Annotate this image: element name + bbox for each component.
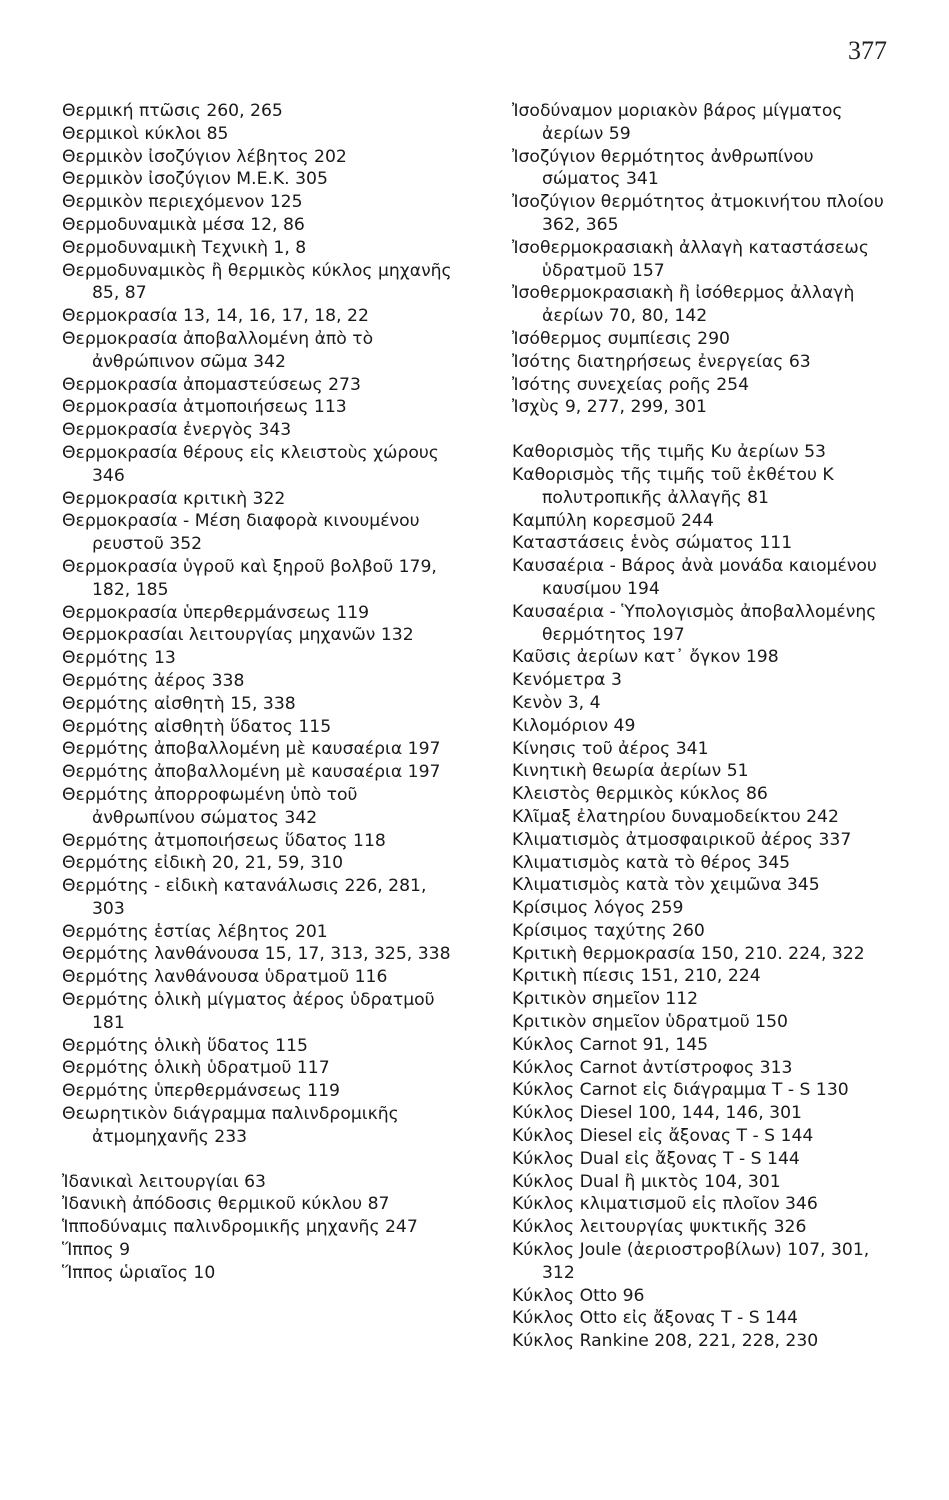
index-entry: Κύκλος Otto 96 [512,1285,645,1306]
page-number: 377 [848,36,887,65]
index-entry: Θερμοκρασία - Μέση διαφορὰ κινουμένου ρευστοῦ 352 [62,511,420,555]
index-entry: Θερμότης ἀτμοποιήσεως ὕδατος 118 [62,830,386,851]
index-entry: Θερμότης εἰδικὴ 20, 21, 59, 310 [62,853,344,874]
index-entry: Κλιματισμὸς ἀτμοσφαιρικοῦ ἀέρος 337 [512,829,852,850]
index-column-right [512,100,897,1353]
index-entry: Κύκλος Otto εἰς ἄξονας T - S 144 [512,1308,798,1329]
index-entry: Θερμικὸν ἰσοζύγιον λέβητος 202 [62,146,347,167]
index-entry: Θερμικὸν ἰσοζύγιον Μ.Ε.Κ. 305 [62,169,328,190]
index-entry: Κιλομόριον 49 [512,715,636,736]
index-entry: Κλῖμαξ ἐλατηρίου δυναμοδείκτου 242 [512,806,839,827]
index-entry: Καυσαέρια - Βάρος ἀνὰ μονάδα καιομένου καυσίμου 194 [512,556,877,599]
index-entry: Ἰδανικὴ ἀπόδοσις θερμικοῦ κύκλου 87 [62,1194,390,1215]
index-entry: Καμπύλη κορεσμοῦ 244 [512,510,714,531]
index-entry: Κίνησις τοῦ ἀέρος 341 [512,738,709,759]
index-entry: Θερμότης αἰσθητὴ 15, 338 [62,693,296,714]
index-entry: Θερμότης λανθάνουσα 15, 17, 313, 325, 338 [62,944,451,965]
index-entry: Κύκλος λειτουργίας ψυκτικῆς 326 [512,1217,807,1238]
index-entry: Κενὸν 3, 4 [512,692,601,713]
index-entry: Κλιματισμὸς κατὰ τὸ θέρος 345 [512,852,791,873]
index-entry: Θερμότης ὁλικὴ ὑδρατμοῦ 117 [62,1058,330,1079]
index-entry: Καθορισμὸς τῆς τιμῆς τοῦ ἐκθέτου Κ πολυτροπικῆς ἀλλαγῆς 81 [512,464,834,508]
index-entry: Κύκλος Rankine 208, 221, 228, 230 [512,1331,819,1352]
index-entry: Ἰσοζύγιον θερμότητος ἀτμοκινήτου πλοίου 362, 365 [512,192,884,235]
index-entry: Ἰσότης συνεχείας ροῆς 254 [512,374,750,395]
index-entry: Θερμότης ἀποβαλλομένη μὲ καυσαέρια 197 [62,739,441,760]
index-entry: Κλιματισμὸς κατὰ τὸν χειμῶνα 345 [512,875,820,896]
index-entry: Θερμοδυναμικὴ Τεχνικὴ 1, 8 [62,237,307,258]
index-entry: Ἰσόθερμος συμπίεσις 290 [512,328,730,349]
index-entry: Ἵππος ὡριαῖος 10 [62,1262,216,1283]
index-entry: Θερμότης ἀπορροφωμένη ὑπὸ τοῦ ἀνθρωπίνου σώματος 342 [62,784,358,828]
index-column-left [62,100,462,1285]
index-entry: Θερμότης ἀποβαλλομένη μὲ καυσαέρια 197 [62,762,441,783]
index-entry: Θερμοκρασία ἀτμοποιήσεως 113 [62,397,347,418]
index-entry: Καταστάσεις ἑνὸς σώματος 111 [512,533,793,554]
index-entry: Ἰσοθερμοκρασιακὴ ἢ ἰσόθερμος ἀλλαγὴ ἀερίων 70, 80, 142 [512,283,855,327]
index-entry: Κύκλος Diesel εἰς ἄξονας T - S 144 [512,1126,814,1147]
index-entry: Θερμότης ὁλικὴ ὕδατος 115 [62,1035,308,1056]
index-entry: Θερμοκρασία ἐνεργὸς 343 [62,420,292,441]
index-entry: Κύκλος Carnot ἀντίστροφος 313 [512,1057,793,1078]
index-entry: Θερμότης ὑπερθερμάνσεως 119 [62,1081,340,1102]
index-entry: Κενόμετρα 3 [512,670,622,691]
index-entry: Ἰσχὺς 9, 277, 299, 301 [512,397,707,418]
index-entry: Θερμότης ἑστίας λέβητος 201 [62,921,328,942]
index-entry: Κύκλος Joule (ἀεριοστροβίλων) 107, 301, 312 [512,1240,870,1283]
index-entry: Θερμικὸν περιεχόμενον 125 [62,192,303,213]
index-entry: Καυσαέρια - Ὑπολογισμὸς ἀποβαλλομένης θερμότητος 197 [512,601,877,645]
index-entry: Θερμοκρασίαι λειτουργίας μηχανῶν 132 [62,625,414,646]
index-entry: Κριτικὸν σημεῖον ὑδρατμοῦ 150 [512,1012,788,1033]
index-entry: Κρίσιμος λόγος 259 [512,898,684,919]
index-entry: Κριτικὴ θερμοκρασία 150, 210. 224, 322 [512,943,865,964]
index-entry: Θερμότης ὁλικὴ μίγματος ἀέρος ὑδρατμοῦ 181 [62,990,435,1033]
index-entry: Ἰσοζύγιον θερμότητος ἀνθρωπίνου σώματος 341 [512,146,814,190]
index-entry: Θερμοκρασία ὑπερθερμάνσεως 119 [62,602,370,623]
index-entry: Θερμότης - εἰδικὴ κατανάλωσις 226, 281, 303 [62,876,427,919]
index-entry: Θερμική πτῶσις 260, 265 [62,101,283,121]
index-entry: Κύκλος Carnot 91, 145 [512,1034,709,1055]
index-entry: Κύκλος Dual ἢ μικτὸς 104, 301 [512,1171,781,1192]
index-entry: Κριτικὸν σημεῖον 112 [512,989,699,1010]
index-entry: Θερμοκρασία 13, 14, 16, 17, 18, 22 [62,306,369,327]
index-entry: Ἰδανικαὶ λειτουργίαι 63 [62,1171,266,1192]
index-entry: Θερμοκρασία ἀπομαστεύσεως 273 [62,374,361,395]
index-entry: Ἵππος 9 [62,1240,131,1261]
index-entry: Κρίσιμος ταχύτης 260 [512,920,705,941]
index-entry: Θερμότης 13 [62,648,176,669]
index-entry: Θεωρητικὸν διάγραμμα παλινδρομικῆς ἀτμομηχανῆς 233 [62,1104,399,1147]
index-entry: Θερμότης ἀέρος 338 [62,670,245,691]
index-entry: Θερμοκρασία ἀποβαλλομένη ἀπὸ τὸ ἀνθρώπινον σῶμα 342 [62,328,374,372]
index-entry: Θερμοκρασία ὑγροῦ καὶ ξηροῦ βολβοῦ 179, 182, 185 [62,556,437,600]
index-entry: Καθορισμὸς τῆς τιμῆς Κυ ἀερίων 53 [512,442,826,463]
index-entry: Κύκλος Dual εἰς ἄξονας T - S 144 [512,1148,800,1169]
index-entry: Καῦσις ἀερίων κατ᾽ ὄγκον 198 [512,647,779,668]
index-entry: Κύκλος Carnot εἰς διάγραμμα T - S 130 [512,1080,849,1101]
index-entry: Ἰσοδύναμον μοριακὸν βάρος μίγματος ἀερίων 59 [512,101,843,144]
index-entry: Θερμοκρασία κριτικὴ 322 [62,488,286,509]
index-entry: Ἰσότης διατηρήσεως ἐνεργείας 63 [512,351,811,372]
index-entry: Θερμοκρασία θέρους εἰς κλειστοὺς χώρους 346 [62,442,439,486]
index-entry: Θερμοδυναμικὸς ἢ θερμικὸς κύκλος μηχανῆς 85, 87 [62,260,452,304]
index-entry: Κριτικὴ πίεσις 151, 210, 224 [512,966,761,987]
index-entry: Κλειστὸς θερμικὸς κύκλος 86 [512,784,768,805]
index-entry: Θερμότης λανθάνουσα ὑδρατμοῦ 116 [62,967,388,988]
index-entry: Κινητικὴ θεωρία ἀερίων 51 [512,761,749,782]
index-entry: Ἱπποδύναμις παλινδρομικῆς μηχανῆς 247 [62,1217,418,1238]
index-entry: Ἰσοθερμοκρασιακὴ ἀλλαγὴ καταστάσεως ὑδρατμοῦ 157 [512,237,869,281]
index-entry: Κύκλος Diesel 100, 144, 146, 301 [512,1103,802,1124]
index-entry: Θερμοδυναμικὰ μέσα 12, 86 [62,214,305,235]
index-entry: Κύκλος κλιματισμοῦ εἰς πλοῖον 346 [512,1194,818,1215]
index-entry: Θερμότης αἰσθητὴ ὕδατος 115 [62,716,332,737]
index-entry: Θερμικοὶ κύκλοι 85 [62,123,229,144]
